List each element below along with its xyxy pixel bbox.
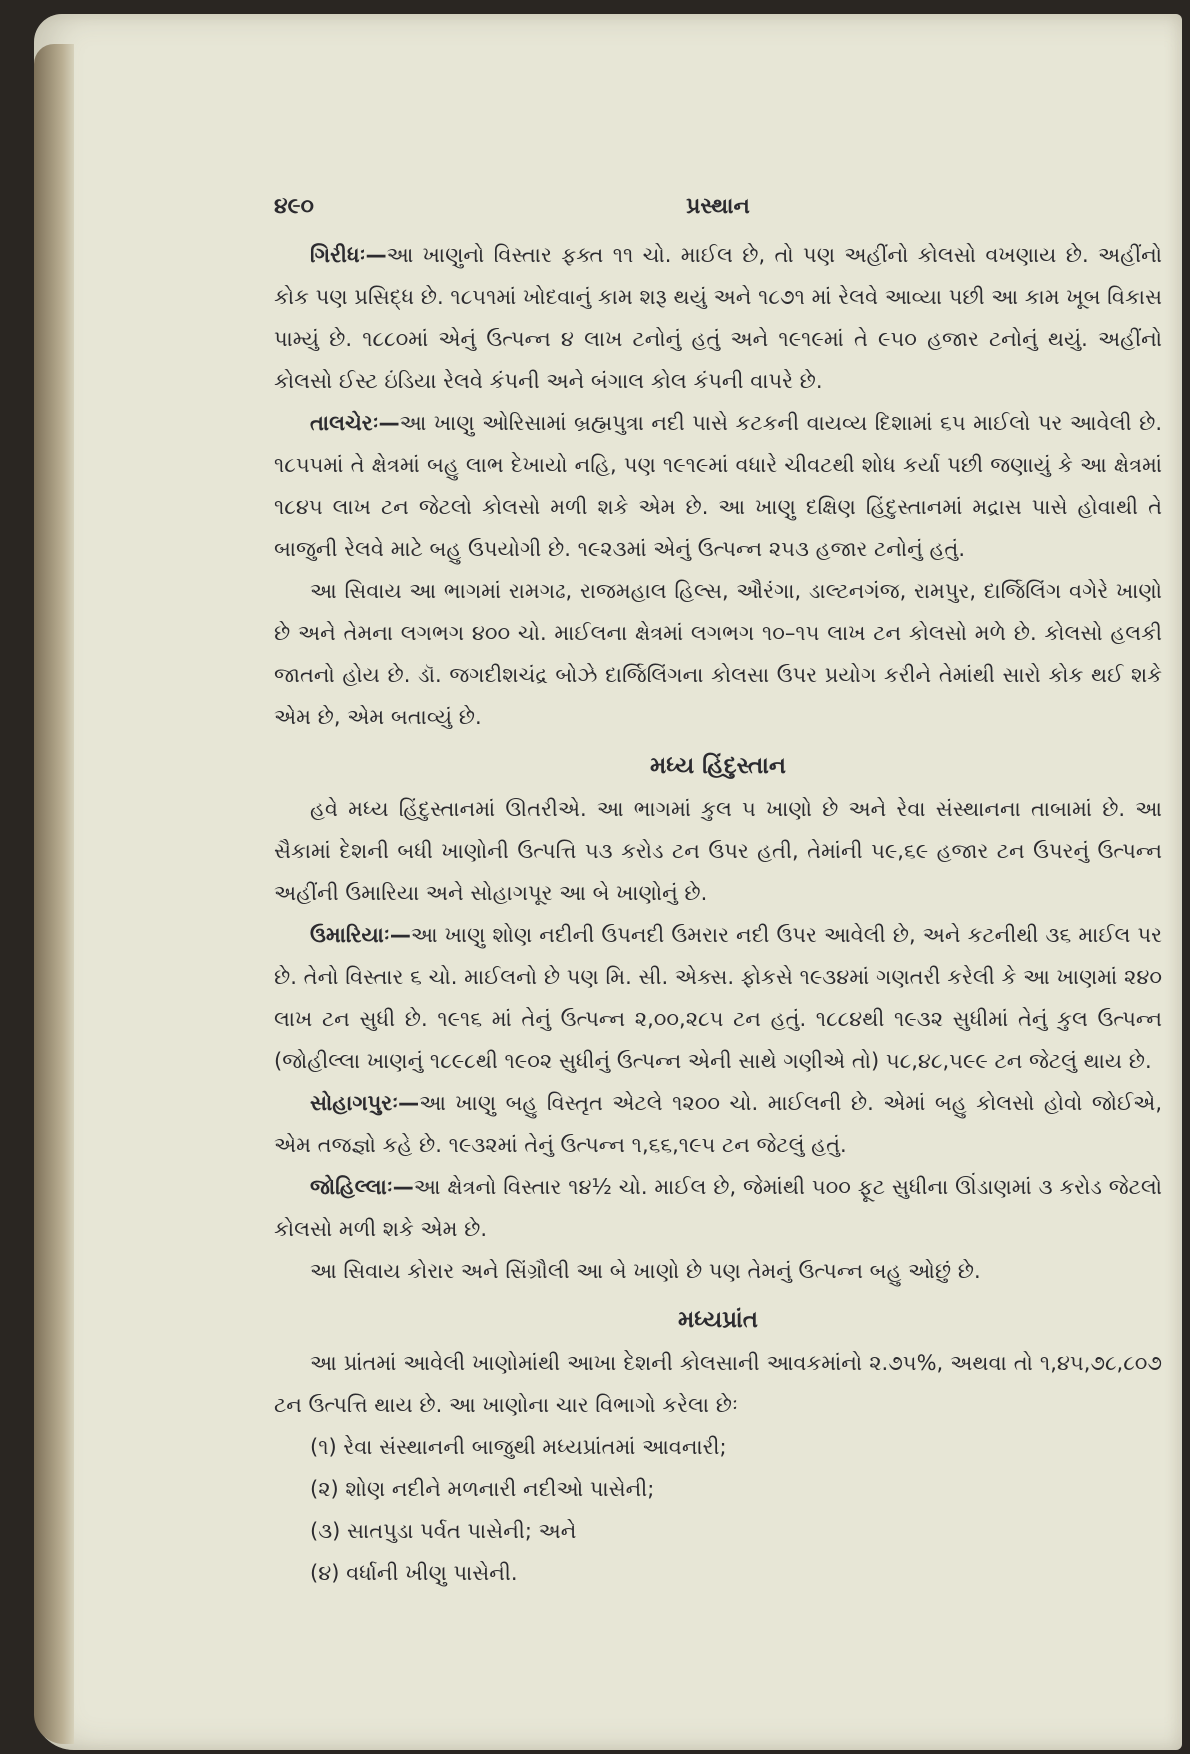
term-talcher: તાલચેરઃ— xyxy=(310,411,400,435)
paragraph-text: આ ખાણુ ઓરિસામાં બ્રહ્મપુત્રા નદી પાસે કટકની વાયવ્ય દિશામાં ૬૫ માઈલો પર આવેલી છે. ૧૮૫૫માં તે ક્ષેત્રમાં બહુ લાભ દેખાયો નહિ, પણ ૧૯૧૯માં વધારે ચીવટથી શોધ કર્યા પછી જણાયું કે આ ક્ષેત્રમાં ૧૮૪૫ લાખ ટન જેટલો કોલસો મળી શકે એમ છે. આ ખાણુ દક્ષિણ હિંદુસ્તાનમાં મદ્રાસ પાસે હોવાથી તે બાજુની રેલવે માટે બહુ ઉપયોગી છે. ૧૯૨૩માં એનું ઉત્પન્ન ૨૫૩ હજાર ટનોનું હતું. xyxy=(274,411,1162,561)
page-content xyxy=(274,186,1162,1594)
term-sohagpur: સોહાગપુરઃ— xyxy=(310,1091,420,1115)
division-list xyxy=(274,1426,1162,1594)
paragraph-korar-singrauli xyxy=(274,1250,1162,1292)
page-header xyxy=(274,186,1162,234)
list-item: (૧) રેવા સંસ્થાનની બાજુથી મધ્યપ્રાંતમાં આવનારી; xyxy=(310,1435,727,1459)
book-page xyxy=(34,14,1182,1750)
paragraph-text: આ ખાણુ શોણ નદીની ઉપનદી ઉમરાર નદી ઉપર આવેલી છે, અને કટનીથી ૩૬ માઈલ પર છે. તેનો વિસ્તાર ૬ ચો. માઈલનો છે પણ મિ. સી. એક્સ. ફોકસે ૧૯૩૪માં ગણતરી કરેલી કે આ ખાણમાં ૨૪૦ લાખ ટન સુધી છે. ૧૯૧૬ માં તેનું ઉત્પન્ન ૨,૦૦,૨૮૫ ટન હતું. ૧૮૮૪થી ૧૯૩૨ સુધીમાં તેનું કુલ ઉત્પન્ન (જોહીલ્લા ખાણનું ૧૮૯૮થી ૧૯૦૨ સુધીનું ઉત્પન્ન એની સાથે ગણીએ તો) ૫૮,૪૮,૫૯૯ ટન જેટલું થાય છે. xyxy=(274,923,1162,1073)
paragraph-text: આ ખાણુ બહુ વિસ્તૃત એટલે ૧૨૦૦ ચો. માઈલની છે. એમાં બહુ કોલસો હોવો જોઈએ, એમ તજજ્ઞો કહે છે. ૧૯૩૨માં તેનું ઉત્પન્ન ૧,૬૬,૧૯૫ ટન જેટલું હતું. xyxy=(274,1091,1162,1157)
paragraph-text: આ સિવાય કોરાર અને સિંગ્રૌલી આ બે ખાણો છે પણ તેમનું ઉત્પન્ન બહુ ઓછું છે. xyxy=(310,1259,981,1283)
term-umaria: ઉમારિયાઃ— xyxy=(310,923,411,947)
list-item: (૩) સાતપુડા પર્વત પાસેની; અને xyxy=(310,1519,577,1543)
page-number: ૪૯૦ xyxy=(274,194,314,219)
book-spine xyxy=(34,44,74,1744)
term-johilla: જોહિલ્લાઃ— xyxy=(310,1175,414,1199)
section-heading-central-provinces: મધ્યપ્રાંત xyxy=(678,1307,758,1333)
paragraph-giridih xyxy=(274,234,1162,402)
paragraph-umaria xyxy=(274,914,1162,1082)
running-head: પ્રસ્થાન xyxy=(686,194,750,219)
paragraph-text: આ સિવાય આ ભાગમાં રામગઢ, રાજમહાલ હિલ્સ, ઔરંગા, ડાલ્ટનગંજ, રામપુર, દાર્જિલિંગ વગેરે ખાણો છે અને તેમના લગભગ ૪૦૦ ચો. માઈલના ક્ષેત્રમાં લગભગ ૧૦–૧૫ લાખ ટન કોલસો મળે છે. કોલસો હલકી જાતનો હોય છે. ડૉ. જગદીશચંદ્ર બોઝે દાર્જિલિંગના કોલસા ઉપર પ્રયોગ કરીને તેમાંથી સારો કોક થઈ શકે એમ છે, એમ બતાવ્યું છે. xyxy=(274,579,1162,729)
paragraph-text: આ ક્ષેત્રનો વિસ્તાર ૧૪½ ચો. માઈલ છે, જેમાંથી ૫૦૦ ફૂટ સુધીના ઊંડાણમાં ૩ કરોડ જેટલો કોલસો મળી શકે એમ છે. xyxy=(274,1175,1162,1241)
term-giridih: ગિરીધઃ— xyxy=(310,243,387,267)
paragraph-other-mines xyxy=(274,570,1162,738)
paragraph-text: હવે મધ્ય હિંદુસ્તાનમાં ઊતરીએ. આ ભાગમાં કુલ ૫ ખાણો છે અને રેવા સંસ્થાનના તાબામાં છે. આ સૈકામાં દેશની બધી ખાણોની ઉત્પત્તિ ૫૩ કરોડ ટન ઉપર હતી, તેમાંની ૫૯,૬૯ હજાર ટન ઉપરનું ઉત્પન્ન અહીંની ઉમારિયા અને સોહાગપૂર આ બે ખાણોનું છે. xyxy=(274,797,1162,905)
paragraph-text: આ ખાણુનો વિસ્તાર ફક્ત ૧૧ ચો. માઈલ છે, તો પણ અહીંનો કોલસો વખણાય છે. અહીંનો કોક પણ પ્રસિદ્ધ છે. ૧૮૫૧માં ખોદવાનું કામ શરૂ થયું અને ૧૮૭૧ માં રેલવે આવ્યા પછી આ કામ ખૂબ વિકાસ પામ્યું છે. ૧૮૮૦માં એનું ઉત્પન્ન ૪ લાખ ટનોનું હતું અને ૧૯૧૯માં તે ૯૫૦ હજાર ટનોનું થયું. અહીંનો કોલસો ઈસ્ટ ઇંડિયા રેલવે કંપની અને બંગાલ કોલ કંપની વાપરે છે. xyxy=(274,243,1162,393)
list-item: (૨) શોણ નદીને મળનારી નદીઓ પાસેની; xyxy=(310,1477,655,1501)
section-heading-central-india: મધ્ય હિંદુસ્તાન xyxy=(649,753,786,779)
paragraph-text: આ પ્રાંતમાં આવેલી ખાણોમાંથી આખા દેશની કોલસાની આવકમાંનો ૨.૭૫%, અથવા તો ૧,૪૫,૭૮,૮૦૭ ટન ઉત્પત્તિ થાય છે. આ ખાણોના ચાર વિભાગો કરેલા છેઃ xyxy=(274,1351,1162,1417)
paragraph-talcher xyxy=(274,402,1162,570)
paragraph-province-intro xyxy=(274,1342,1162,1426)
paragraph-johilla xyxy=(274,1166,1162,1250)
list-item: (૪) વર્ધાની ખીણુ પાસેની. xyxy=(310,1561,518,1585)
paragraph-central-intro xyxy=(274,788,1162,914)
paragraph-sohagpur xyxy=(274,1082,1162,1166)
